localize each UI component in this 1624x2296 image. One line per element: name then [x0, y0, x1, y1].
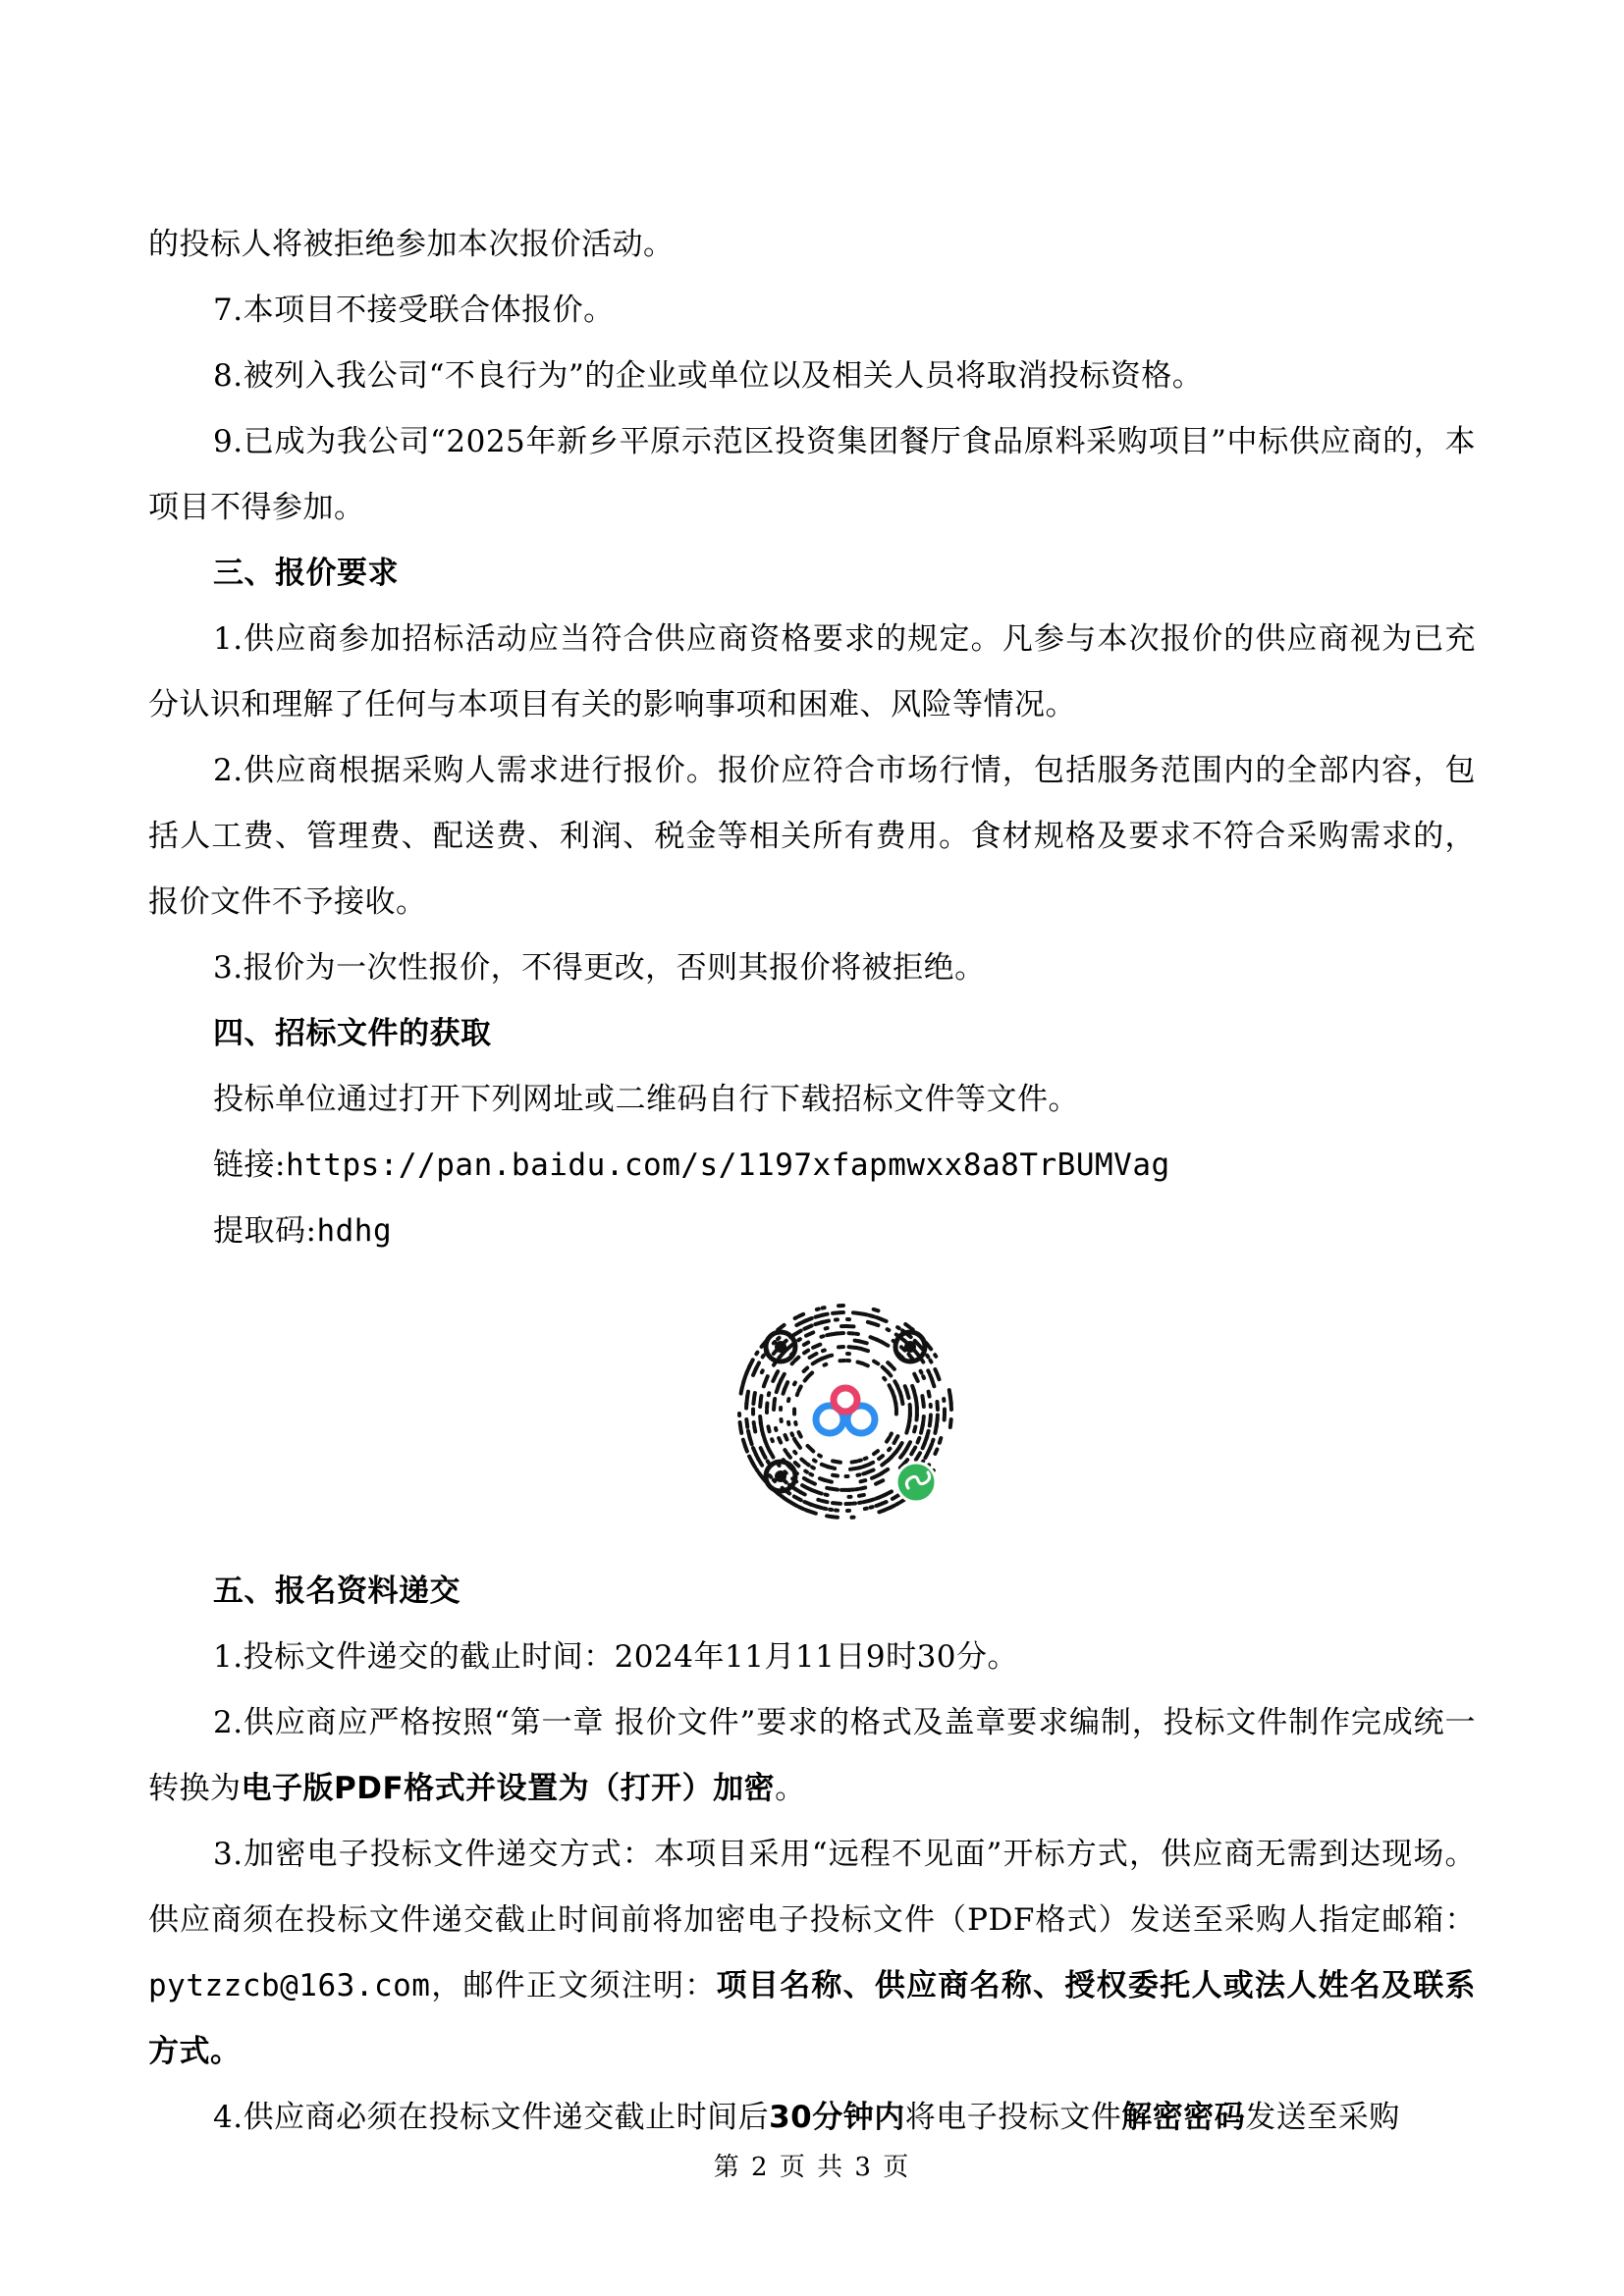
- qr-module: [879, 1502, 886, 1505]
- qr-module: [768, 1461, 769, 1463]
- paragraph: 8.被列入我公司“不良行为”的企业或单位以及相关人员将取消投标资格。: [213, 358, 1204, 394]
- section-heading: 四、招标文件的获取: [213, 1016, 492, 1051]
- qr-module: [900, 1500, 904, 1503]
- qr-module: [821, 1321, 829, 1323]
- bold-text: 项目名称、供应商名称、授权委托人或法人姓名及联系方式。: [148, 1968, 1477, 2069]
- paragraph: 1.投标文件递交的截止时间：2024年11月11日9时30分。: [213, 1639, 1019, 1675]
- qr-module: [850, 1468, 858, 1469]
- qr-module: [889, 1449, 890, 1451]
- qr-module: [787, 1500, 794, 1504]
- text-run: 2.供应商应严格按照“第一章 报价文件”要求的格式及盖章要求编制，投标文件制作完成统一转换为: [148, 1705, 1476, 1806]
- qr-module: [918, 1438, 920, 1443]
- qr-module: [799, 1507, 804, 1509]
- qr-module: [791, 1433, 792, 1435]
- qr-module: [893, 1498, 894, 1499]
- qr-module: [778, 1338, 779, 1339]
- qr-module: [935, 1425, 937, 1433]
- qr-module: [809, 1373, 813, 1376]
- qr-module: [743, 1440, 745, 1448]
- qr-module: [891, 1433, 892, 1435]
- qr-module: [768, 1426, 769, 1431]
- qr-module: [798, 1386, 800, 1390]
- mini-program-badge-icon: [896, 1463, 936, 1502]
- qr-module: [799, 1314, 804, 1316]
- qr-finder-dot: [904, 1341, 916, 1353]
- paragraph: 3.报价为一次性报价，不得更改，否则其报价将被拒绝。: [213, 950, 986, 986]
- qr-module: [774, 1342, 775, 1343]
- qr-module: [914, 1426, 915, 1431]
- qr-module: [930, 1420, 931, 1425]
- qr-module: [911, 1328, 913, 1329]
- qr-module: [871, 1507, 873, 1508]
- qr-module: [804, 1368, 808, 1371]
- qr-module: [746, 1419, 747, 1427]
- qr-module: [762, 1370, 763, 1372]
- qr-module: [925, 1456, 926, 1458]
- qr-module: [859, 1495, 864, 1496]
- qr-code-block: [148, 1294, 1476, 1539]
- qr-module: [874, 1451, 878, 1454]
- qr-module: [833, 1475, 838, 1476]
- qr-module: [772, 1439, 773, 1441]
- qr-module: [881, 1342, 888, 1346]
- qr-module: [888, 1372, 891, 1376]
- link-label: 链接:: [213, 1148, 286, 1183]
- qr-module: [814, 1461, 816, 1462]
- qr-module: [897, 1327, 899, 1328]
- qr-module: [927, 1448, 930, 1455]
- qr-module: [781, 1374, 785, 1381]
- qr-module: [937, 1402, 938, 1410]
- qr-module: [894, 1436, 898, 1443]
- qr-module: [740, 1422, 741, 1430]
- qr-module: [833, 1461, 840, 1462]
- qr-module: [921, 1371, 922, 1373]
- paragraph: [148, 1822, 1476, 2085]
- qr-module: [805, 1471, 807, 1472]
- extraction-code-line: [148, 1199, 1476, 1264]
- qr-module: [824, 1364, 826, 1365]
- qr-module: [901, 1396, 903, 1404]
- email-address[interactable]: pytzzcb@163.com: [148, 1968, 431, 2003]
- qr-module: [804, 1318, 811, 1321]
- qr-module: [823, 1350, 825, 1351]
- qr-module: [863, 1465, 868, 1467]
- qr-module: [779, 1438, 781, 1443]
- qr-module: [805, 1510, 807, 1511]
- paragraph: 9.已成为我公司“2025年新乡平原示范区投资集团餐厅食品原料采购项目”中标供应商的，本项目不得参加。: [148, 424, 1476, 525]
- qr-module: [919, 1345, 922, 1349]
- qr-module: [774, 1363, 775, 1365]
- qr-module: [874, 1309, 879, 1310]
- qr-module: [876, 1480, 883, 1483]
- page-footer: 第 2 页 共 3 页: [713, 2153, 911, 2182]
- qr-module: [795, 1441, 800, 1448]
- qr-module: [821, 1336, 823, 1337]
- qr-module: [807, 1464, 809, 1465]
- qr-module: [798, 1339, 800, 1340]
- qr-module: [797, 1393, 798, 1395]
- qr-module: [806, 1332, 813, 1335]
- bold-text: 电子版PDF格式并设置为（打开）加密: [241, 1771, 776, 1806]
- qr-module: [787, 1454, 790, 1458]
- qr-module: [808, 1446, 814, 1451]
- qr-module: [860, 1480, 865, 1481]
- qr-module: [895, 1403, 896, 1408]
- qr-module: [802, 1485, 806, 1487]
- qr-module: [833, 1312, 840, 1313]
- qr-module: [863, 1501, 868, 1502]
- paragraph: [148, 2085, 1476, 2151]
- qr-module: [884, 1378, 885, 1380]
- qr-module: [755, 1362, 759, 1369]
- qr-module: [950, 1419, 951, 1427]
- qr-module: [822, 1465, 829, 1468]
- qr-module: [756, 1469, 757, 1471]
- qr-module: [888, 1362, 892, 1365]
- text-run: 4.供应商必须在投标文件递交截止时间后: [213, 2100, 770, 2135]
- download-link[interactable]: https://pan.baidu.com/s/1197xfapmwxx8a8TrBUMVag: [285, 1148, 1170, 1183]
- bold-text: 30分钟内: [769, 2100, 905, 2135]
- qr-module: [777, 1371, 778, 1373]
- qr-module: [795, 1317, 797, 1318]
- qr-module: [765, 1376, 768, 1383]
- qr-finder-dot: [775, 1341, 786, 1353]
- qr-module: [882, 1461, 888, 1466]
- qr-module: [810, 1474, 812, 1475]
- qr-module: [888, 1329, 890, 1330]
- qr-module: [906, 1390, 908, 1398]
- qr-module: [911, 1447, 915, 1454]
- qr-module: [770, 1475, 771, 1477]
- qr-module: [879, 1494, 886, 1497]
- qr-module: [928, 1370, 929, 1372]
- qr-module: [863, 1473, 865, 1474]
- qr-module: [794, 1452, 795, 1454]
- download-link-line: [148, 1133, 1476, 1199]
- qr-module: [935, 1449, 937, 1454]
- qr-module: [914, 1374, 917, 1381]
- qr-module: [795, 1358, 799, 1361]
- qr-module: [859, 1341, 867, 1343]
- qr-module: [753, 1396, 754, 1404]
- qr-module: [774, 1402, 775, 1410]
- qr-module: [859, 1461, 861, 1462]
- section-heading: 五、报名资料递交: [213, 1574, 460, 1609]
- qr-module: [868, 1322, 876, 1324]
- qr-module: [792, 1362, 793, 1363]
- qr-module: [794, 1439, 795, 1441]
- qr-module: [763, 1356, 764, 1358]
- qr-module: [927, 1356, 928, 1358]
- qr-module: [893, 1367, 894, 1368]
- qr-module: [747, 1392, 748, 1397]
- qr-module: [774, 1480, 775, 1481]
- bold-text: 解密密码: [1121, 2100, 1246, 2135]
- qr-module: [929, 1392, 930, 1397]
- section-heading: 三、报价要求: [213, 556, 399, 591]
- qr-module: [794, 1382, 795, 1384]
- qr-module: [818, 1500, 820, 1501]
- qr-module: [863, 1363, 868, 1365]
- qr-module: [922, 1396, 923, 1404]
- qr-module: [905, 1324, 909, 1327]
- qr-module: [804, 1343, 808, 1345]
- qr-module: [830, 1488, 838, 1489]
- qr-module: [935, 1355, 936, 1357]
- qr-module: [833, 1503, 840, 1504]
- qr-module: [773, 1374, 776, 1381]
- qr-module: [923, 1444, 925, 1449]
- qr-module: [860, 1349, 868, 1351]
- paragraph: 2.供应商根据采购人需求进行报价。报价应符合市场行情，包括服务范围内的全部内容，包括人工费、管理费、配送费、利润、税金等相关所有费用。食材规格及要求不符合采购需求的，报价文件不予接收。: [148, 753, 1476, 920]
- paragraph: 7.本项目不接受联合体报价。: [213, 293, 615, 328]
- qr-module: [794, 1496, 801, 1500]
- qr-module: [940, 1438, 941, 1443]
- qr-module: [887, 1437, 890, 1441]
- qr-module: [754, 1427, 755, 1432]
- qr-module: [804, 1326, 811, 1329]
- qr-module: [804, 1351, 808, 1354]
- qr-module: [930, 1361, 931, 1362]
- qr-module: [794, 1331, 801, 1335]
- qr-module: [778, 1325, 784, 1330]
- text-run: ，邮件正文须注明：: [430, 1968, 717, 2003]
- qr-module: [786, 1344, 792, 1349]
- qr-module: [923, 1376, 924, 1378]
- qr-module: [756, 1353, 757, 1355]
- qr-module: [876, 1505, 878, 1506]
- text-run: 发送至采购: [1245, 2100, 1400, 2135]
- qr-module: [749, 1360, 753, 1366]
- qr-module: [879, 1511, 884, 1513]
- qr-module: [808, 1511, 816, 1514]
- qr-module: [921, 1425, 923, 1433]
- text-run: 3.加密电子投标文件递交方式：本项目采用“远程不见面”开标方式，供应商无需到达现场。供应商须在投标文件递交截止时间前将加密电子投标文件（PDF格式）发送至采购人指定邮箱：: [148, 1837, 1476, 1938]
- qr-module: [827, 1516, 832, 1517]
- qr-module: [900, 1454, 903, 1458]
- page-body: [148, 212, 1476, 2151]
- qr-module: [813, 1345, 820, 1348]
- qr-module: [932, 1379, 935, 1387]
- qr-module: [810, 1354, 817, 1358]
- qr-module: [817, 1308, 819, 1309]
- extraction-code: hdhg: [316, 1213, 393, 1249]
- qr-module: [856, 1313, 864, 1314]
- qr-module: [785, 1435, 787, 1440]
- paragraph: 1.供应商参加招标活动应当符合供应商资格要求的规定。凡参与本次报价的供应商视为已充分认识和理解了任何与本项目有关的影响事项和困难、风险等情况。: [148, 621, 1476, 722]
- qr-module: [830, 1356, 832, 1357]
- qr-module: [804, 1502, 811, 1505]
- qr-module: [801, 1460, 805, 1463]
- qr-module: [877, 1498, 879, 1499]
- qr-module: [874, 1362, 878, 1364]
- qr-module: [879, 1318, 886, 1321]
- qr-module: [822, 1356, 829, 1359]
- qr-module: [760, 1399, 761, 1407]
- qr-module: [866, 1469, 873, 1472]
- qr-module: [795, 1463, 799, 1466]
- qr-module: [906, 1425, 908, 1433]
- text-run: 将电子投标文件: [904, 2100, 1122, 2135]
- qr-module: [785, 1382, 787, 1389]
- qr-module: [823, 1314, 828, 1315]
- qr-module: [753, 1448, 756, 1455]
- qr-module: [922, 1361, 923, 1362]
- qr-module: [836, 1333, 843, 1334]
- paragraph: [148, 1690, 1476, 1822]
- qr-module: [823, 1501, 828, 1502]
- qr-module: [820, 1478, 825, 1480]
- qr-module: [749, 1457, 753, 1464]
- qr-module: [748, 1431, 750, 1439]
- qr-module: [798, 1432, 800, 1436]
- code-label: 提取码:: [213, 1213, 317, 1249]
- qr-module: [879, 1456, 883, 1459]
- qr-module: [938, 1374, 940, 1379]
- qr-module: [872, 1476, 877, 1478]
- qr-module: [759, 1472, 762, 1476]
- qr-module: [916, 1453, 920, 1460]
- paragraph: 的投标人将被拒绝参加本次报价活动。: [148, 227, 675, 262]
- qr-module: [860, 1487, 865, 1488]
- qr-module: [761, 1448, 764, 1455]
- qr-finder-dot: [775, 1470, 786, 1482]
- qr-module: [760, 1416, 761, 1424]
- qr-module: [852, 1462, 857, 1463]
- qr-module: [869, 1315, 874, 1316]
- qr-module: [819, 1456, 821, 1457]
- qr-module: [933, 1440, 934, 1442]
- qr-module: [877, 1324, 879, 1325]
- paragraph: 投标单位通过打开下列网址或二维码自行下载招标文件等文件。: [213, 1082, 1079, 1117]
- mini-program-qr-code[interactable]: [728, 1294, 963, 1529]
- qr-module: [865, 1458, 867, 1459]
- qr-module: [896, 1504, 898, 1505]
- text-run: 。: [775, 1771, 806, 1806]
- qr-module: [804, 1478, 808, 1480]
